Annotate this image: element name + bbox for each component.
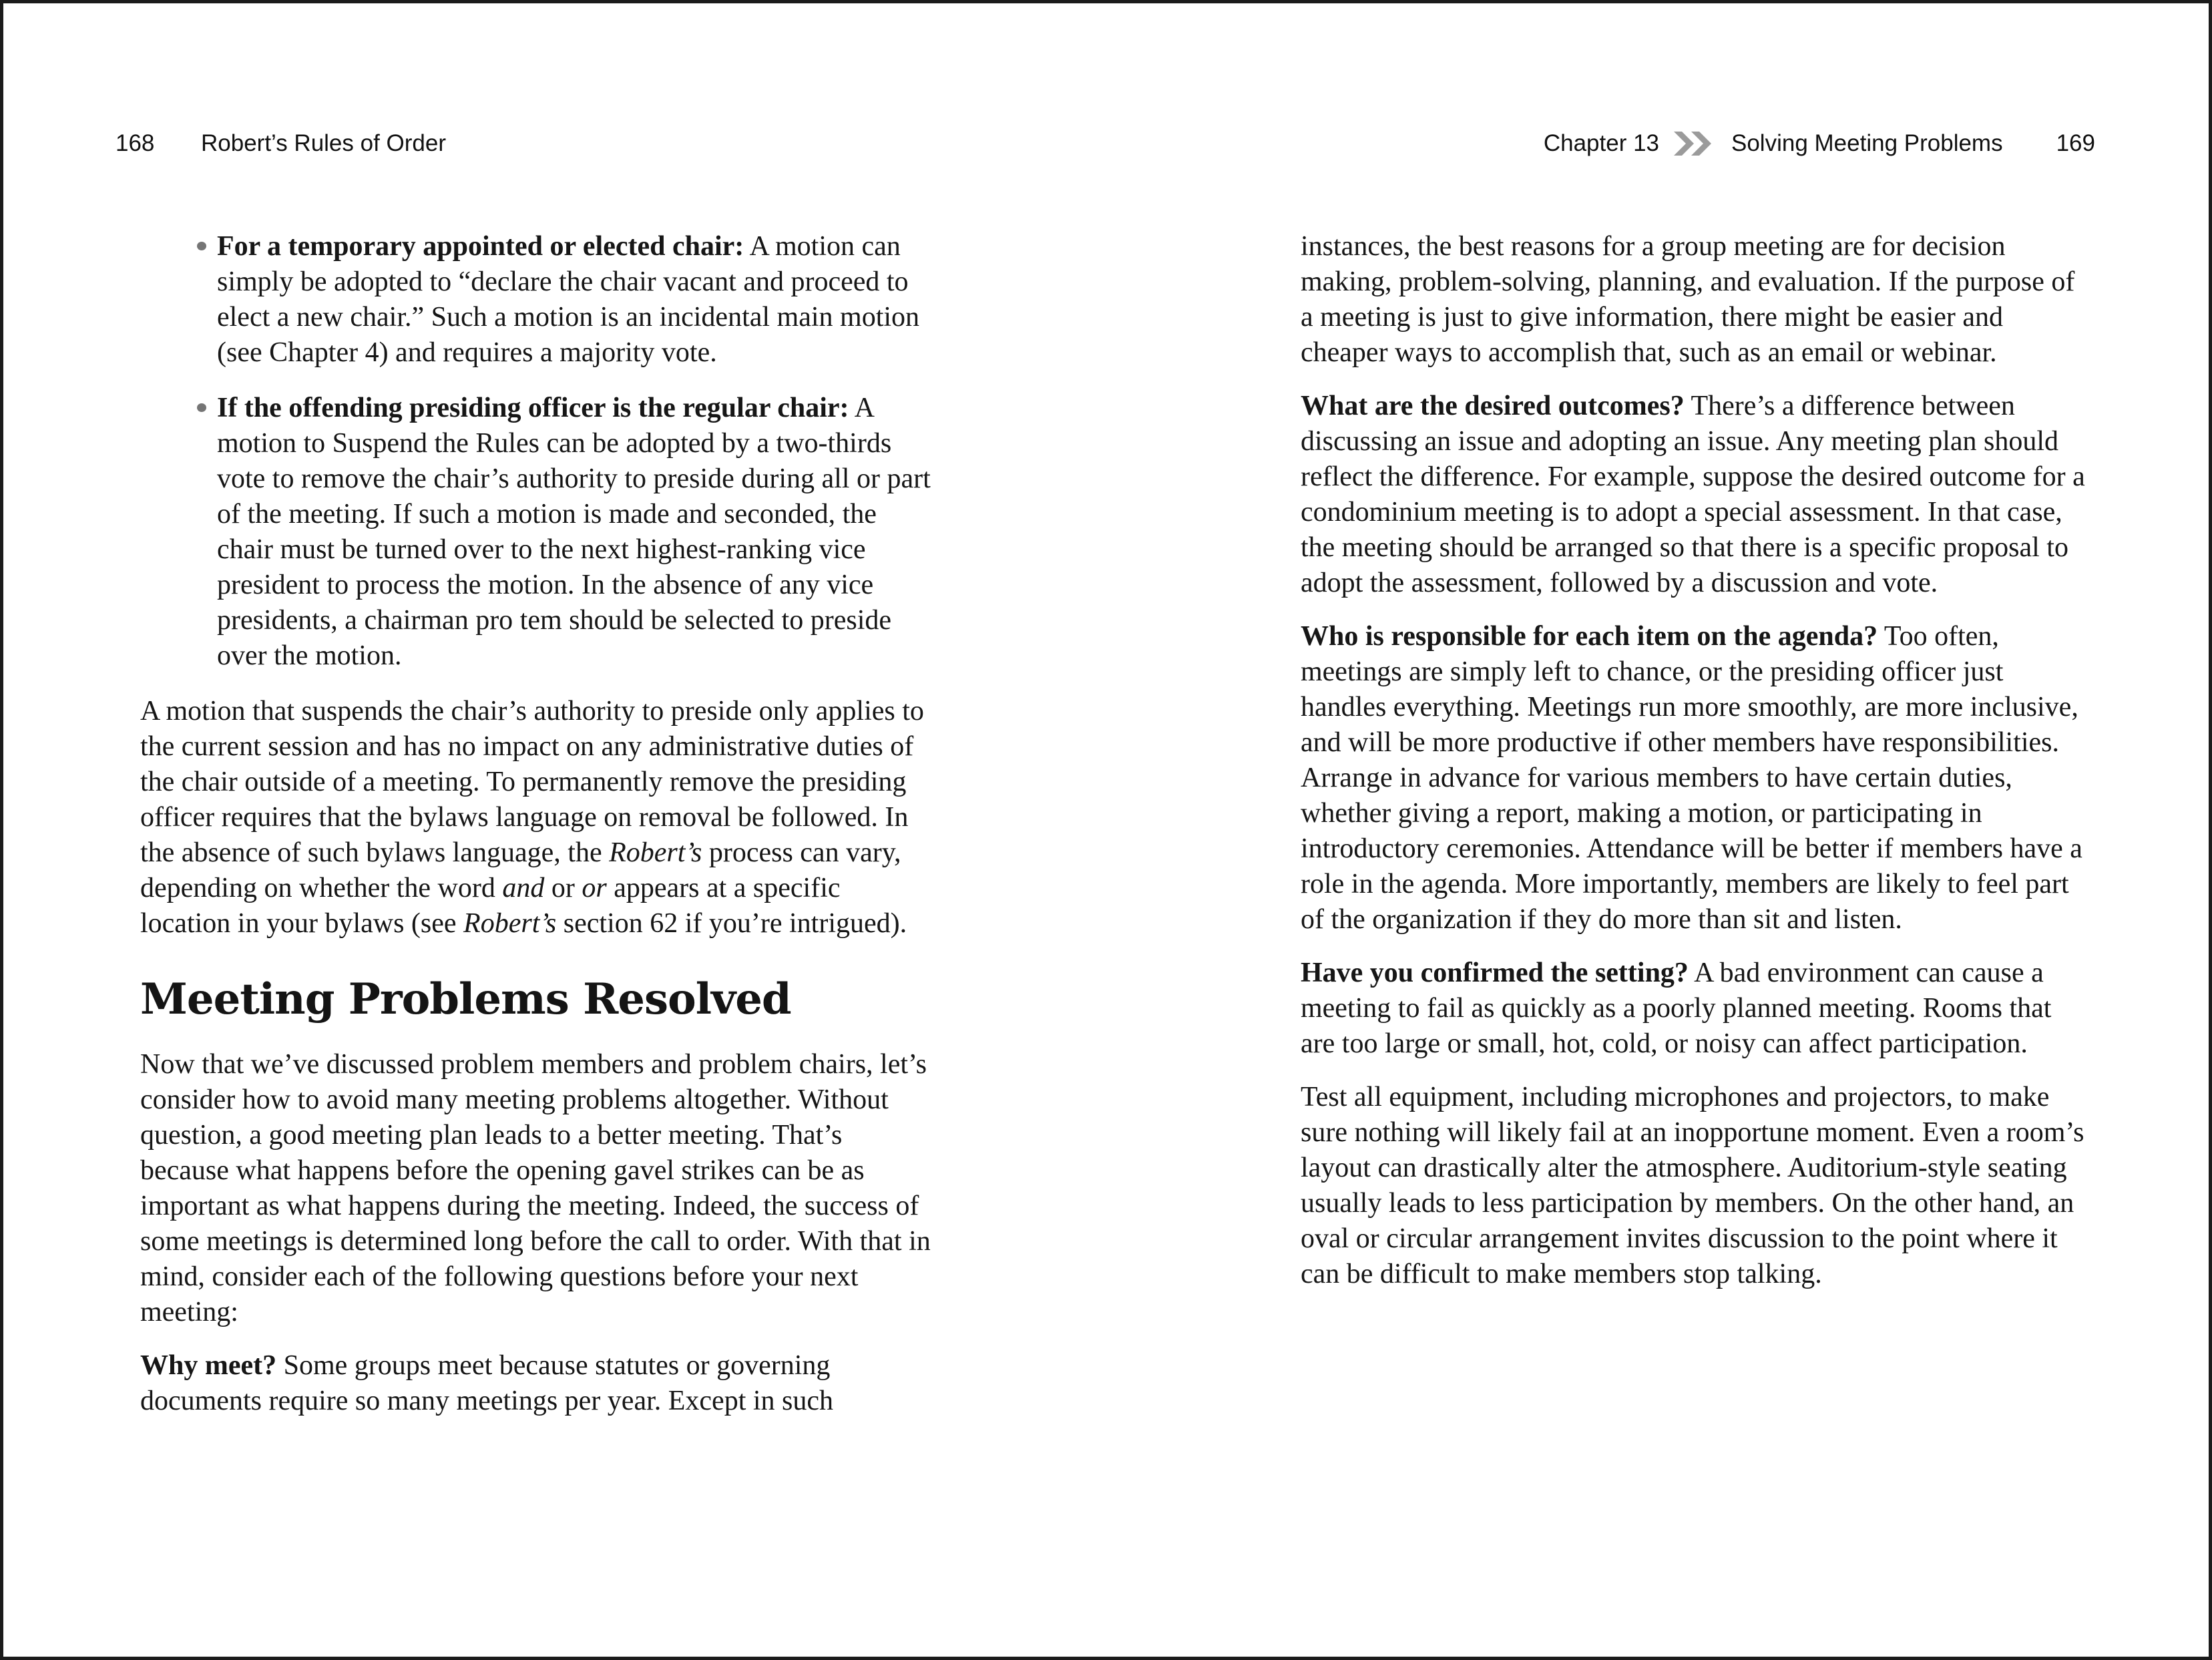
left-page-header — [116, 130, 446, 157]
section-heading: Meeting Problems Resolved — [140, 974, 791, 1024]
paragraph-test-equipment: Test all equipment, including microphones and projectors, to make sure nothing will likely fail at an inopportune moment. Even a room’s layout can drastically alter the atmosphere. Auditorium-style seating usually leads to less participation by members. On the other hand, an oval or circular arrangement invites discussion to the point where it can be difficult to make members stop talking. — [1301, 1082, 2084, 1289]
paragraph-why-meet: Why meet? Some groups meet because statutes or governing documents require so many meetings per year. Except in such — [140, 1350, 834, 1416]
paragraph-meeting-plan-intro: Now that we’ve discussed problem members and problem chairs, let’s consider how to avoid many meeting problems altogether. Without question, a good meeting plan leads to a better meeting. That’s because what happens before the opening gavel strikes can be as important as what happens during the meeting. Indeed, the success of some meetings is determined long before the call to order. With that in mind, consider each of the following questions before your next meeting: — [140, 1049, 931, 1327]
chapter-label: Chapter 13 — [1543, 130, 1659, 156]
running-head — [116, 130, 2095, 157]
left-column — [140, 229, 936, 1437]
bullet-icon — [197, 242, 206, 250]
double-chevron-right-icon — [1674, 132, 1717, 156]
right-page-number: 169 — [2056, 130, 2095, 156]
right-column — [1301, 229, 2092, 1310]
bullet-paragraph-regular-chair: If the offending presiding officer is the regular chair: A motion to Suspend the Rules can be adopted by a two-thirds vote to remove the chair’s authority to preside during all or part of the meeting. If such a motion is made and seconded, the chair must be turned over to the next highest-ranking vice president to process the motion. In the absence of any vice presidents, a chairman pro tem should be selected to preside over the motion. — [217, 393, 931, 671]
book-title: Robert’s Rules of Order — [201, 130, 447, 156]
left-page-number: 168 — [116, 130, 155, 156]
paragraph-confirmed-setting: Have you confirmed the setting? A bad environment can cause a meeting to fail as quickly as a poorly planned meeting. Rooms that are too large or small, hot, cold, or noisy can affect participation. — [1301, 958, 2052, 1059]
chapter-title: Solving Meeting Problems — [1731, 130, 2003, 156]
paragraph-suspend-authority: A motion that suspends the chair’s authority to preside only applies to the current session and has no impact on any administrative duties of the chair outside of a meeting. To permanently remove the presiding officer requires that the bylaws language on removal be followed. In the absence of such bylaws language, the Robert’s process can vary, depending on whether the word and or or appears at a specific location in your bylaws (see Robert’s section 62 if you’re intrigued). — [140, 696, 924, 939]
bullet-icon — [197, 403, 206, 412]
paragraph-instances-continuation: instances, the best reasons for a group meeting are for decision making, problem-solving, planning, and evaluation. If the purpose of a meeting is just to give information, there might be easier and cheaper ways to accomplish that, such as an email or webinar. — [1301, 231, 2075, 368]
right-page-header — [1544, 130, 2095, 157]
paragraph-agenda-responsibility: Who is responsible for each item on the agenda? Too often, meetings are simply left to chance, or the presiding officer just handles everything. Meetings run more smoothly, are more inclusive, and will be more productive if other members have responsibilities. Arrange in advance for various members to have certain duties, whether giving a report, making a motion, or participating in introductory ceremonies. Attendance will be better if members have a role in the agenda. More importantly, members are likely to feel part of the organization if they do more than sit and listen. — [1301, 621, 2082, 935]
list-item — [140, 229, 936, 371]
paragraph-desired-outcomes: What are the desired outcomes? There’s a difference between discussing an issue and adopting an issue. Any meeting plan should reflect the difference. For example, suppose the desired outcome for a condominium meeting is to adopt a special assessment. In that case, the meeting should be arranged so that there is a specific proposal to adopt the assessment, followed by a discussion and vote. — [1301, 391, 2085, 598]
bullet-paragraph-temporary-chair: For a temporary appointed or elected chair: A motion can simply be adopted to “declare the chair vacant and proceed to elect a new chair.” Such a motion is an incidental main motion (see Chapter 4) and requires a majority vote. — [217, 231, 920, 368]
list-item — [140, 391, 936, 674]
